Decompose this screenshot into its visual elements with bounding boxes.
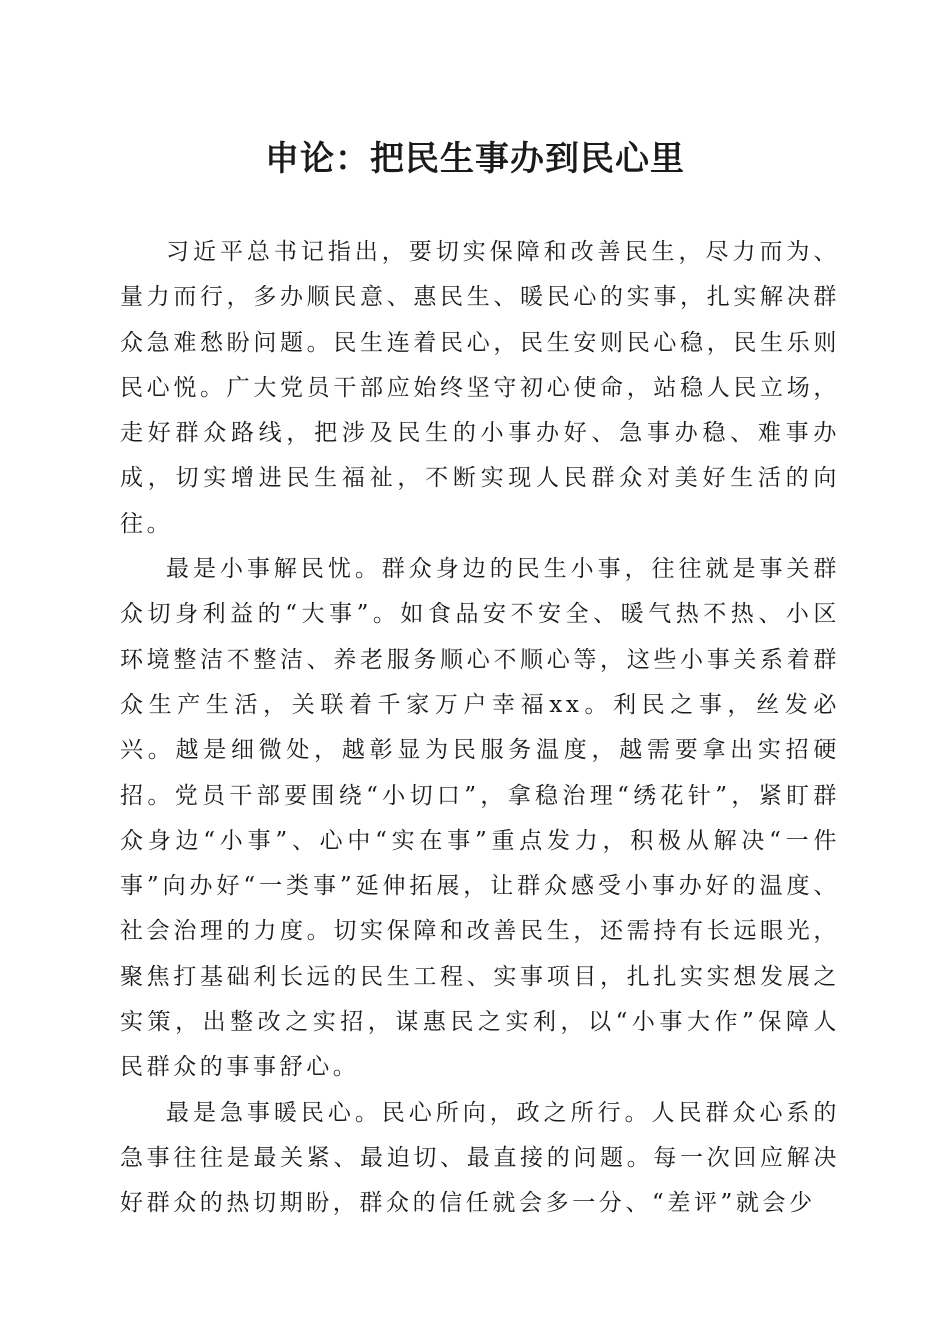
document-body [120, 230, 840, 1227]
paragraph: 最是急事暖民心。民心所向，政之所行。人民群众心系的急事往往是最关紧、最迫切、最直接的问题。每一次回应解决好群众的热切期盼，群众的信任就会多一分、“差评”就会少 [120, 1099, 840, 1217]
document-title: 申论：把民生事办到民心里 [265, 139, 685, 179]
paragraph: 最是小事解民忧。群众身边的民生小事，往往就是事关群众切身利益的“大事”。如食品安不安全、暖气热不热、小区环境整洁不整洁、养老服务顺心不顺心等，这些小事关系着群众生产生活，关联着千家万户幸福xx。利民之事，丝发必兴。越是细微处，越彰显为民服务温度，越需要拿出实招硬招。党员干部要围绕“小切口”，拿稳治理“绣花针”，紧盯群众身边“小事”、心中“实在事”重点发力，积极从解决“一件事”向办好“一类事”延伸拓展，让群众感受小事办好的温度、社会治理的力度。切实保障和改善民生，还需持有长远眼光，聚焦打基础利长远的民生工程、实事项目，扎扎实实想发展之实策，出整改之实招，谋惠民之实利，以“小事大作”保障人民群众的事事舒心。 [120, 556, 840, 1081]
paragraph: 习近平总书记指出，要切实保障和改善民生，尽力而为、量力而行，多办顺民意、惠民生、暖民心的实事，扎实解决群众急难愁盼问题。民生连着民心，民生安则民心稳，民生乐则民心悦。广大党员干部应始终坚守初心使命，站稳人民立场，走好群众路线，把涉及民生的小事办好、急事办稳、难事办成，切实增进民生福祉，不断实现人民群众对美好生活的向往。 [120, 239, 840, 537]
